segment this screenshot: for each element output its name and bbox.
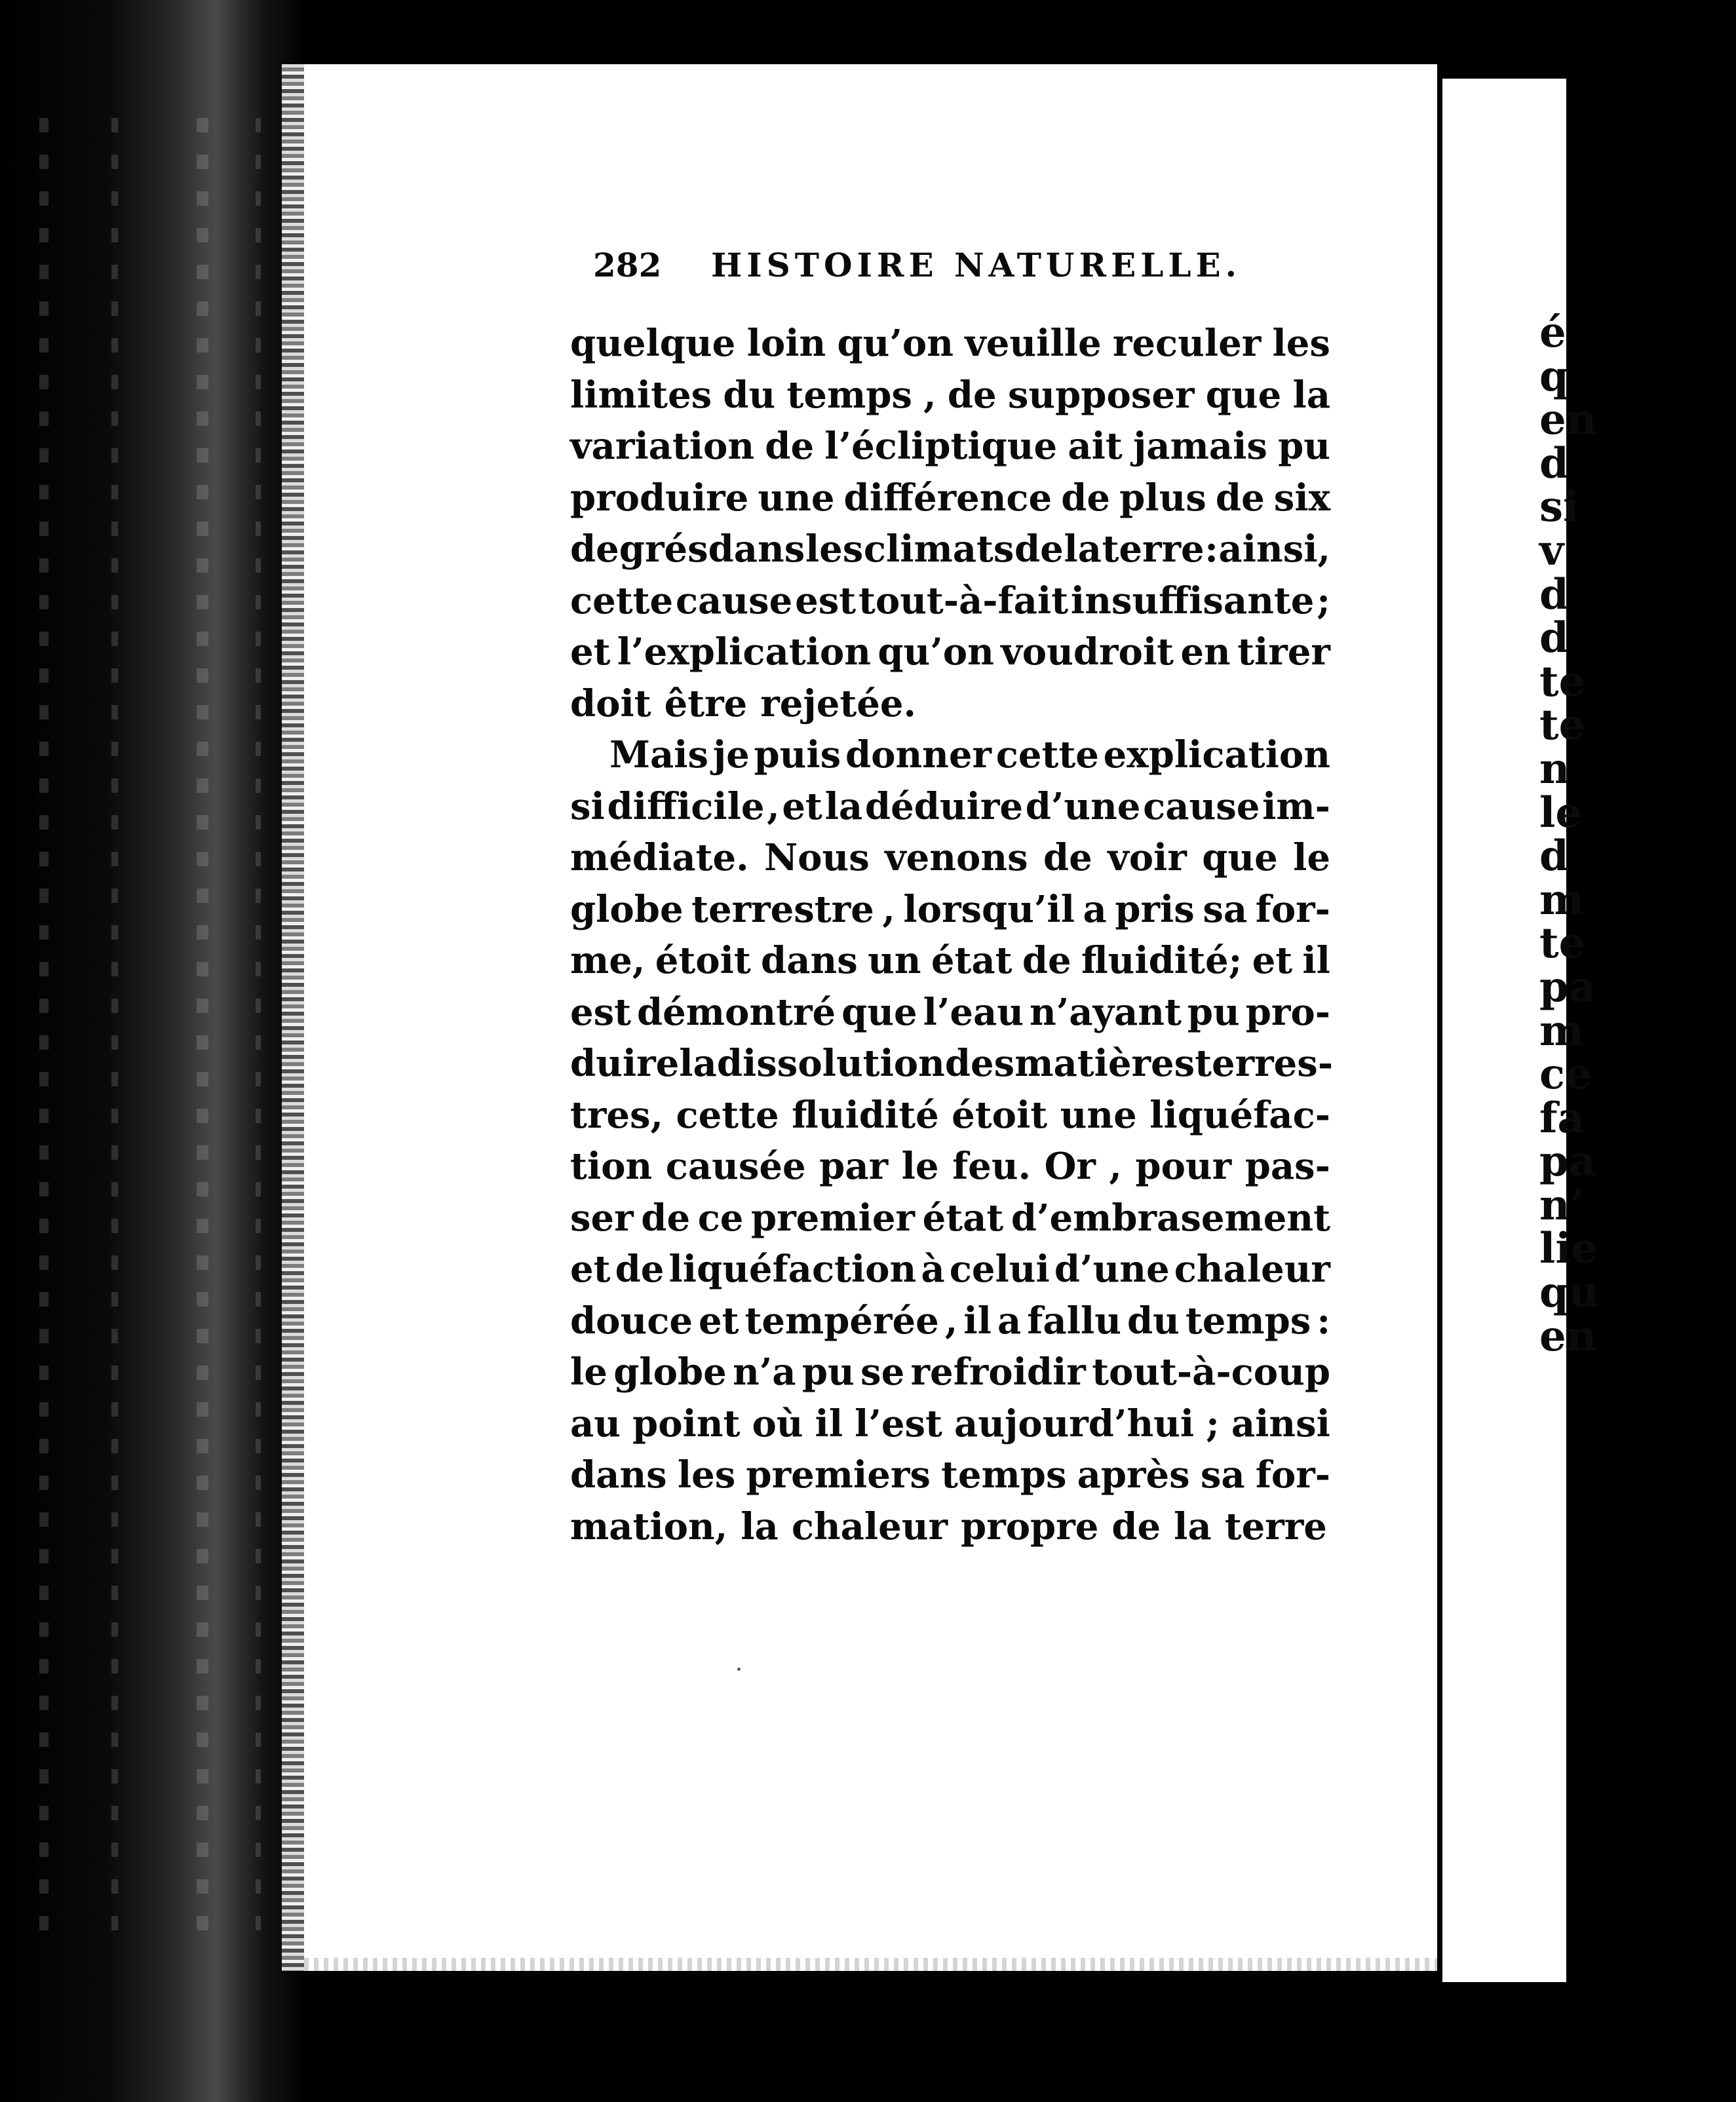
book-gutter — [1437, 64, 1442, 1971]
text-line — [570, 729, 1330, 781]
word: ; — [1317, 579, 1330, 622]
word: ait — [1068, 425, 1123, 468]
word: voir — [1108, 836, 1187, 879]
word: tout-à-fait — [858, 579, 1069, 622]
word: loin — [746, 322, 826, 365]
word: for- — [1255, 1453, 1330, 1497]
scan-streak — [39, 118, 48, 1953]
word: : — [1317, 1299, 1330, 1343]
word: tempérée — [744, 1299, 939, 1343]
word: cette — [995, 733, 1099, 776]
text-line — [570, 370, 1330, 421]
text-line — [570, 1141, 1330, 1193]
word: étoit — [952, 1093, 1048, 1137]
word: les — [805, 527, 864, 571]
word: l’est — [855, 1402, 942, 1445]
word: n’a — [733, 1350, 796, 1394]
word: temps — [941, 1453, 1067, 1497]
word: terre — [1102, 527, 1205, 571]
ink-speck — [737, 1668, 741, 1671]
word: ; — [1206, 1402, 1220, 1445]
word: reculer — [1112, 322, 1262, 365]
text-line — [570, 1501, 1330, 1553]
facing-page-text — [1539, 308, 1736, 1361]
word: climats — [863, 527, 1014, 571]
word: terres- — [1195, 1042, 1334, 1085]
text-line — [570, 318, 1330, 370]
word: premiers — [746, 1453, 931, 1497]
facing-page-line: en — [1539, 1311, 1597, 1361]
text-line — [570, 1038, 1334, 1090]
word: globe — [613, 1350, 727, 1394]
text-line — [570, 1244, 1330, 1295]
word: difficile — [607, 784, 765, 828]
word: voudroit — [1001, 630, 1174, 674]
text-line — [570, 1398, 1330, 1450]
text-line — [570, 935, 1330, 987]
word: il — [815, 1402, 843, 1445]
word: fluidité; — [1081, 939, 1243, 982]
word: quelque — [570, 322, 736, 365]
word: fluidité — [792, 1093, 939, 1137]
word: le — [1293, 836, 1330, 879]
word: propre — [961, 1504, 1099, 1548]
word: état — [931, 939, 1013, 982]
word: des — [944, 1042, 1015, 1085]
word: un — [868, 939, 921, 982]
word: donner — [845, 733, 992, 776]
word: de — [1215, 476, 1265, 520]
word: de — [1022, 939, 1071, 982]
scan-streak — [256, 118, 261, 1953]
text-line — [570, 884, 1330, 936]
word: refroidir — [910, 1350, 1086, 1394]
word: doit — [570, 681, 651, 725]
text-line — [570, 524, 1330, 575]
word: le — [901, 1145, 939, 1188]
word: se — [860, 1350, 905, 1394]
word: qu’on — [837, 322, 954, 365]
word: et — [1252, 939, 1293, 982]
page-header — [593, 246, 1275, 285]
word: de — [615, 1248, 665, 1291]
word: une — [758, 476, 835, 520]
word: les — [1272, 322, 1330, 365]
word: matières — [1014, 1042, 1195, 1085]
word: pu — [1187, 990, 1240, 1034]
word: explication — [1103, 733, 1330, 776]
word: l’explication — [617, 630, 871, 674]
facing-page-line: te — [1539, 657, 1586, 706]
word: déduire — [864, 784, 1023, 828]
word: Or — [1044, 1145, 1096, 1188]
text-line — [570, 1090, 1330, 1141]
word: fallu — [1027, 1299, 1121, 1343]
word: im- — [1262, 784, 1330, 828]
facing-page-line: le — [1539, 788, 1583, 837]
word: temps — [1185, 1299, 1311, 1343]
word: d’une — [1025, 784, 1141, 828]
word: tirer — [1237, 630, 1330, 674]
word: différence — [843, 476, 1052, 520]
word: la — [1292, 373, 1330, 417]
scan-streak — [111, 118, 118, 1953]
word: degrésdans — [570, 527, 805, 571]
word: l’eau — [923, 990, 1024, 1034]
word: celui — [949, 1248, 1050, 1291]
word: lorsqu’il — [903, 887, 1075, 931]
text-line — [570, 575, 1330, 627]
facing-page-line: si — [1539, 482, 1579, 532]
word: après — [1077, 1453, 1190, 1497]
word: pour — [1135, 1145, 1232, 1188]
word: est — [570, 990, 632, 1034]
word: insuffisante — [1070, 579, 1315, 622]
word: la — [824, 784, 863, 828]
word: la — [741, 1504, 779, 1548]
word: de — [641, 1196, 691, 1240]
word: de — [1061, 476, 1111, 520]
word: limites — [570, 373, 712, 417]
facing-page-line: d — [1539, 831, 1569, 881]
text-line — [570, 781, 1330, 833]
word: je — [712, 733, 750, 776]
page-number: 282 — [593, 246, 662, 284]
word: rejetée. — [760, 681, 916, 725]
word: venons — [885, 836, 1028, 879]
word: cette — [570, 579, 674, 622]
text-line — [570, 987, 1330, 1039]
word: terre — [1224, 1504, 1327, 1548]
word: veuille — [965, 322, 1102, 365]
word: point — [632, 1402, 741, 1445]
facing-page-line: te — [1539, 919, 1586, 968]
word: par — [819, 1145, 889, 1188]
facing-page-line: fa — [1539, 1093, 1585, 1143]
word: causée — [665, 1145, 806, 1188]
facing-page-line: te — [1539, 700, 1586, 750]
word: cause — [675, 579, 793, 622]
word: feu. — [952, 1145, 1032, 1188]
word: état — [922, 1196, 1004, 1240]
word: , — [882, 887, 895, 931]
word: de — [1043, 836, 1092, 879]
word: sa — [1200, 1453, 1245, 1497]
word: et — [570, 1248, 611, 1291]
text-line — [570, 1347, 1330, 1398]
word: en — [1180, 630, 1231, 674]
word: de — [765, 425, 815, 468]
word: d’embrasement — [1011, 1196, 1330, 1240]
word: et — [782, 784, 822, 828]
word: tion — [570, 1145, 653, 1188]
word: Nous — [763, 836, 870, 879]
word: , — [767, 784, 780, 828]
facing-page-line: v — [1539, 526, 1564, 575]
facing-page-line: en — [1539, 395, 1597, 445]
facing-page-line: d — [1539, 569, 1569, 619]
word: sa — [1203, 887, 1248, 931]
word: liquéfaction — [668, 1248, 917, 1291]
text-line — [570, 472, 1330, 524]
facing-page-line: d — [1539, 438, 1569, 488]
word: produire — [570, 476, 749, 520]
word: étoit — [655, 939, 751, 982]
word: mation, — [570, 1504, 728, 1548]
scan-streak — [197, 118, 208, 1953]
word: jamais — [1132, 425, 1267, 468]
facing-page — [1442, 79, 1600, 1982]
word: for- — [1255, 887, 1330, 931]
facing-page-line: n’ — [1539, 1180, 1585, 1230]
facing-page-line: d — [1539, 613, 1569, 663]
facing-page-line: é — [1539, 308, 1566, 357]
word: , — [1109, 1145, 1122, 1188]
word: supposer — [1007, 373, 1195, 417]
facing-page-line: m — [1539, 1006, 1584, 1056]
word: a — [1083, 887, 1107, 931]
word: aujourd’hui — [954, 1402, 1195, 1445]
word: cette — [676, 1093, 779, 1137]
page-bottom-edge — [304, 1958, 1441, 1971]
text-line — [570, 1193, 1330, 1244]
word: chaleur — [791, 1504, 948, 1548]
word: démontré — [637, 990, 836, 1034]
word: est — [795, 579, 857, 622]
word: de — [1014, 527, 1064, 571]
word: la — [1064, 527, 1102, 571]
word: de — [947, 373, 997, 417]
body-text — [570, 318, 1334, 1552]
facing-page-line: q — [1539, 351, 1569, 401]
text-line — [570, 1449, 1330, 1501]
word: six — [1273, 476, 1330, 520]
word: à — [921, 1248, 945, 1291]
word: plus — [1119, 476, 1206, 520]
facing-page-line: qu — [1539, 1268, 1600, 1318]
word: me, — [570, 939, 646, 982]
word: Mais — [609, 733, 709, 776]
word: dissolution — [716, 1042, 945, 1085]
word: si — [570, 784, 605, 828]
text-line — [570, 626, 1330, 678]
word: qu’on — [878, 630, 994, 674]
word: tout-à-coup — [1092, 1350, 1330, 1394]
facing-page-line: ce — [1539, 1050, 1592, 1099]
word: que — [1202, 836, 1278, 879]
word: du — [1127, 1299, 1180, 1343]
word: du — [723, 373, 776, 417]
word: variation — [570, 425, 755, 468]
word: tres, — [570, 1093, 664, 1137]
word: l’écliptique — [824, 425, 1058, 468]
facing-page-line: m — [1539, 875, 1584, 925]
word: puis — [754, 733, 841, 776]
text-line — [570, 1295, 1330, 1347]
word: pu — [801, 1350, 855, 1394]
word: être — [664, 681, 748, 725]
word: chaleur — [1174, 1248, 1330, 1291]
word: , — [923, 373, 936, 417]
word: cause — [1143, 784, 1260, 828]
word: il — [1302, 939, 1330, 982]
word: la — [1174, 1504, 1212, 1548]
word: et — [698, 1299, 739, 1343]
word: au — [570, 1402, 621, 1445]
facing-page-line: lie — [1539, 1224, 1598, 1274]
word: terrestre — [691, 887, 874, 931]
word: a — [997, 1299, 1022, 1343]
facing-page-line: pa — [1539, 1137, 1596, 1187]
word: la — [679, 1042, 717, 1085]
word: d’une — [1054, 1248, 1170, 1291]
word: n’ayant — [1029, 990, 1182, 1034]
text-line — [570, 678, 1330, 730]
word: ce — [697, 1196, 744, 1240]
word: le — [570, 1350, 608, 1394]
word: pris — [1115, 887, 1195, 931]
word: globe — [570, 887, 684, 931]
word: dans — [761, 939, 858, 982]
word: ser — [570, 1196, 634, 1240]
word: douce — [570, 1299, 693, 1343]
word: pro- — [1245, 990, 1330, 1034]
word: : — [1205, 527, 1218, 571]
word: temps — [786, 373, 912, 417]
word: pas- — [1244, 1145, 1330, 1188]
word: une — [1060, 1093, 1137, 1137]
facing-page-line: n — [1539, 744, 1570, 793]
word: que — [841, 990, 917, 1034]
word: duire — [570, 1042, 680, 1085]
word: il — [963, 1299, 992, 1343]
word: pu — [1278, 425, 1330, 468]
text-line — [570, 421, 1330, 472]
word: liquéfac- — [1149, 1093, 1330, 1137]
word: et — [570, 630, 611, 674]
running-head: HISTOIRE NATURELLE. — [711, 246, 1242, 284]
word: dans — [570, 1453, 667, 1497]
word: les — [677, 1453, 736, 1497]
word: de — [1111, 1504, 1161, 1548]
facing-page-line: pa — [1539, 962, 1596, 1012]
word: où — [752, 1402, 803, 1445]
word: ainsi — [1231, 1402, 1330, 1445]
word: ainsi, — [1218, 527, 1330, 571]
word: premier — [751, 1196, 915, 1240]
text-line — [570, 832, 1330, 884]
word: , — [944, 1299, 958, 1343]
word: que — [1205, 373, 1282, 417]
word: médiate. — [570, 836, 749, 879]
